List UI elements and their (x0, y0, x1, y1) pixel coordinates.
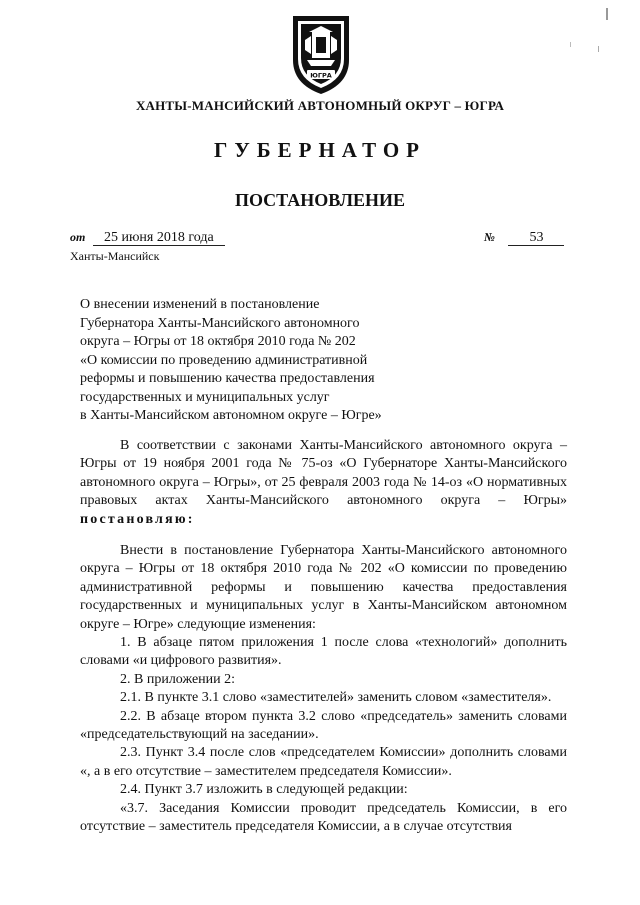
subject-line: округа – Югры от 18 октября 2010 года № 202 (80, 334, 356, 349)
scan-artifact (570, 42, 571, 47)
subject-line: О внесении изменений в постановление (80, 297, 320, 312)
decree-word: постановляю: (80, 511, 195, 527)
authority-title: ГУБЕРНАТОР (213, 138, 427, 162)
body-paragraph: Внести в постановление Губернатора Ханты-Мансийского автономного округа – Югры от 18 октября 2010 года № 202 «О комиссии по проведению административной реформы и повышению качества предоставления государственных и муниципальных услуг в Ханты-Мансийском автономном округе – Югре» следующие изменения: (80, 543, 567, 632)
body-paragraph: 2. В приложении 2: (120, 671, 236, 687)
body-paragraph: «3.7. Заседания Комиссии проводит председатель Комиссии, в его отсутствие – заместитель председателя Комиссии, а в случае отсутствия (80, 800, 567, 835)
body-paragraph: 2.2. В абзаце втором пункта 3.2 слово «председатель» заменить словами «председательствующий на заседании». (80, 708, 567, 743)
body-paragraph: 2.1. В пункте 3.1 слово «заместителей» заменить словом «заместителя». (120, 690, 552, 706)
subject-line: в Ханты-Мансийском автономном округе – Югре» (80, 408, 382, 423)
subject-line: реформы и повышению качества предоставления (80, 371, 375, 386)
scan-artifact (606, 8, 608, 20)
body-paragraph: 2.3. Пункт 3.4 после слов «председателем Комиссии» дополнить словами «, а в его отсутствие – заместителем председателя Комиссии». (80, 745, 567, 779)
document-type: ПОСТАНОВЛЕНИЕ (234, 190, 406, 210)
region-name: ХАНТЫ-МАНСИЙСКИЙ АВТОНОМНЫЙ ОКРУГ – ЮГРА (135, 98, 505, 113)
subject-line: государственных и муниципальных услуг (80, 389, 330, 405)
preamble (80, 437, 567, 529)
subject-line: Губернатора Ханты-Мансийского автономного (80, 315, 360, 331)
subject-line: «О комиссии по проведению административной (80, 352, 368, 368)
preamble-paragraph (80, 437, 567, 529)
scan-artifact (598, 46, 599, 52)
document-date: 25 июня 2018 года (93, 230, 225, 246)
body-paragraph: 2.4. Пункт 3.7 изложить в следующей редакции: (120, 782, 408, 798)
document-number: 53 (508, 230, 564, 246)
body-paragraph: 1. В абзаце пятом приложения 1 после слова «технологий» дополнить словами «и цифрового развития». (80, 635, 567, 669)
preamble-text: В соответствии с законами Ханты-Мансийского автономного округа – Югры от 19 ноября 2001 года № 75-оз «О Губернаторе Ханты-Мансийского автономного округа – Югры», от 25 февраля 2003 года № 14-оз «О нормативных правовых актах Ханты-Мансийского автономного округа – Югры» (80, 438, 567, 509)
coat-of-arms-emblem (285, 10, 357, 96)
document-date-line (70, 230, 225, 246)
date-label: от (70, 230, 86, 244)
number-label: № (484, 230, 495, 244)
document-city: Ханты-Мансийск (70, 249, 160, 263)
document-subject (80, 296, 440, 426)
emblem-ribbon-text: ЮГРА (310, 71, 332, 80)
document-number-line (484, 230, 564, 246)
document-body (80, 542, 567, 837)
